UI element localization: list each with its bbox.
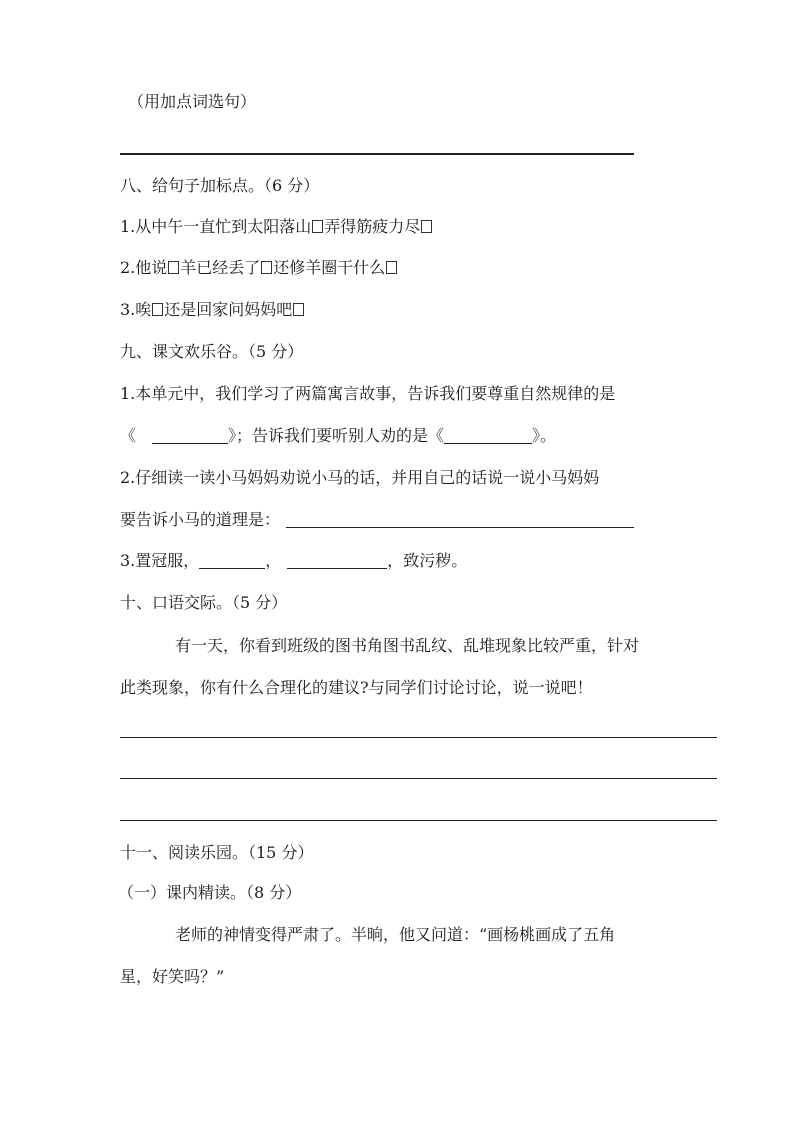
q11-subsection: （一）课内精读。（8 分） <box>118 883 302 902</box>
q9-item-3 <box>120 551 467 571</box>
punctuation-box[interactable] <box>293 303 304 316</box>
q9-i3-a: 3.置冠服， <box>120 551 200 570</box>
q8-sentence-3 <box>120 300 305 320</box>
answer-blank[interactable] <box>286 511 634 528</box>
q9-item-2-line-1: 2.仔细读一读小马妈妈劝说小马的话，并用自己的话说一说小马妈妈 <box>120 468 600 487</box>
q11-title: 十一、阅读乐园。（15 分） <box>120 843 314 862</box>
q8-s3-text: 3.唉 <box>120 300 152 319</box>
q10-title: 十、口语交际。（5 分） <box>120 593 288 612</box>
q9-i1-open: 《 <box>120 426 137 445</box>
punctuation-box[interactable] <box>386 261 397 274</box>
q8-s1-text-b: 弄得筋疲力尽 <box>324 217 421 236</box>
q9-i3-b: ， <box>265 551 282 570</box>
q8-s3-text-b: 还是回家问妈妈吧 <box>164 300 293 319</box>
q9-i2-text: 要告诉小马的道理是： <box>120 510 281 529</box>
punctuation-box[interactable] <box>421 220 432 233</box>
top-instruction: （用加点词选句） <box>128 92 257 111</box>
q8-title: 八、给句子加标点。（6 分） <box>120 176 320 195</box>
q9-i1-mid: 》；告诉我们要听别人劝的是《 <box>228 426 445 445</box>
q9-item-2-line-2 <box>120 510 634 530</box>
q8-s2-text-c: 还修羊圈干什么 <box>273 258 386 277</box>
answer-line[interactable] <box>120 778 717 779</box>
q11-paragraph-line-1: 老师的神情变得严肃了。半晌，他又问道：“画杨桃画成了五角 <box>175 925 616 944</box>
q8-s2-text: 2.他说 <box>120 258 168 277</box>
answer-line[interactable] <box>120 820 717 821</box>
punctuation-box[interactable] <box>168 261 179 274</box>
q9-title: 九、课文欢乐谷。（5 分） <box>120 342 304 361</box>
q8-sentence-1 <box>120 217 433 237</box>
punctuation-box[interactable] <box>261 261 272 274</box>
answer-line[interactable] <box>120 153 634 155</box>
q9-item-1-line-1: 1.本单元中，我们学习了两篇寓言故事，告诉我们要尊重自然规律的是 <box>120 384 616 403</box>
q8-s1-text: 1.从中午一直忙到太阳落山 <box>120 217 312 236</box>
q9-i1-end: 》。 <box>532 426 557 445</box>
q9-item-1-line-2 <box>120 426 556 446</box>
q11-paragraph-line-2: 星，好笑吗？” <box>120 967 225 986</box>
answer-blank[interactable] <box>199 552 265 569</box>
q10-paragraph-line-1: 有一天，你看到班级的图书角图书乱纹、乱堆现象比较严重，针对 <box>175 636 640 655</box>
q9-i3-c: ，致污秽。 <box>387 551 468 570</box>
q8-s2-text-b: 羊已经丢了 <box>180 258 261 277</box>
punctuation-box[interactable] <box>312 220 323 233</box>
answer-line[interactable] <box>120 737 717 738</box>
q10-paragraph-line-2: 此类现象，你有什么合理化的建议?与同学们讨论讨论，说一说吧！ <box>120 678 593 697</box>
q8-sentence-2 <box>120 258 398 278</box>
punctuation-box[interactable] <box>152 303 163 316</box>
answer-blank[interactable] <box>152 427 228 444</box>
answer-blank[interactable] <box>287 552 387 569</box>
answer-blank[interactable] <box>444 427 532 444</box>
